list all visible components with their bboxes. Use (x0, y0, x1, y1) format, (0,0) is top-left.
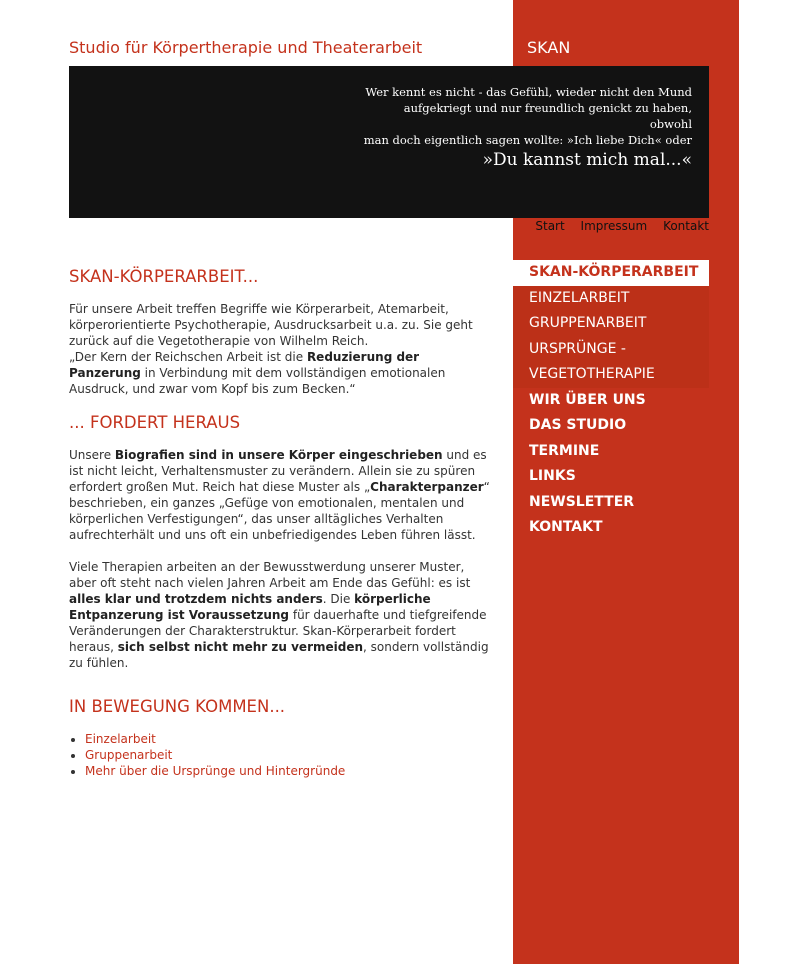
header-banner (69, 66, 709, 218)
sidenav-item-das-studio[interactable]: DAS STUDIO (529, 417, 627, 433)
paragraph-text: “ beschrieben, ein ganzes „Gefüge von emotionalen, mentalen und körperlichen Verfestigungen“, das unser alltägliches Verhalten aufrechterhält und uns oft ein unbefriedigendes Leben führen lässt. (69, 480, 490, 542)
intro-paragraph (69, 301, 494, 397)
emphasis-text: Charakterpanzer (370, 480, 484, 494)
topnav-start-link[interactable]: Start (535, 219, 565, 233)
paragraph-text: , sondern vollständig zu fühlen. (69, 640, 489, 670)
topnav-impressum-link[interactable]: Impressum (580, 219, 648, 233)
list-item (85, 747, 494, 763)
top-navigation (523, 219, 709, 233)
section-heading: SKAN-KÖRPERARBEIT... (69, 267, 259, 286)
emphasis-text: Biografien sind in unsere Körper eingeschrieben (114, 448, 443, 462)
emphasis-text: Reduzierung der Panzerung (69, 350, 420, 380)
challenge-paragraph (69, 447, 494, 543)
site-title: Studio für Körpertherapie und Theaterarbeit (69, 38, 423, 57)
therapy-paragraph (69, 559, 494, 671)
quote-line-large: »Du kannst mich mal...« (482, 150, 692, 170)
sidenav-item-vegetotherapie[interactable]: VEGETOTHERAPIE (513, 362, 709, 388)
sidenav-item-links[interactable]: LINKS (529, 468, 576, 484)
quote-line: aufgekriegt und nur freundlich genickt zu haben, obwohl (403, 101, 692, 131)
paragraph-text: und es ist nicht leicht, Verhaltensmuster zu verändern. Allein sie zu spüren erfordert großen Mut. Reich hat diese Muster als „ (69, 448, 487, 494)
quote-line: Wer kennt es nicht - das Gefühl, wieder nicht den Mund (365, 85, 692, 99)
emphasis-text: körperliche Entpanzerung ist Voraussetzung (69, 592, 431, 622)
paragraph-text: in Verbindung mit dem vollständigen emotionalen Ausdruck, und zwar vom Kopf bis zum Becken.“ (69, 366, 446, 396)
topnav-kontakt-link[interactable]: Kontakt (663, 219, 709, 233)
paragraph-text: „Der Kern der Reichschen Arbeit ist die (69, 350, 307, 364)
sidenav-item-termine[interactable]: TERMINE (529, 442, 600, 459)
link-list (69, 731, 494, 779)
sidenav-item-einzelarbeit[interactable]: EINZELARBEIT (513, 286, 709, 312)
sidenav-item-kontakt[interactable]: KONTAKT (529, 519, 603, 535)
list-item (85, 763, 494, 779)
sidenav-item-wir-ueber-uns[interactable]: WIR ÜBER UNS (529, 391, 646, 408)
gruppenarbeit-link[interactable]: Gruppenarbeit (85, 748, 173, 762)
sidenav-item-newsletter[interactable]: NEWSLETTER (529, 493, 635, 510)
quote-line: man doch eigentlich sagen wollte: »Ich liebe Dich« oder (363, 133, 692, 147)
brand-logo-text[interactable]: SKAN (527, 38, 571, 57)
paragraph-text: Unsere (69, 448, 115, 462)
section-heading: IN BEWEGUNG KOMMEN... (69, 697, 286, 716)
einzelarbeit-link[interactable]: Einzelarbeit (85, 732, 156, 746)
sidenav-item-skan-koerperarbeit[interactable]: SKAN-KÖRPERARBEIT (513, 260, 709, 286)
paragraph-text: . Die (322, 592, 355, 606)
list-item (85, 731, 494, 747)
paragraph-text: für dauerhafte und tiefgreifende Veränderungen der Charakterstruktur. Skan-Körperarbeit fordert heraus, (69, 608, 487, 654)
section-heading: ... FORDERT HERAUS (69, 413, 241, 432)
paragraph-text: Viele Therapien arbeiten an der Bewusstwerdung unserer Muster, aber oft steht nach vielen Jahren Arbeit am Ende das Gefühl: es ist (69, 560, 471, 590)
side-navigation (513, 260, 709, 541)
sidenav-item-urspruenge[interactable]: URSPRÜNGE - (513, 337, 709, 363)
banner-quote (362, 84, 692, 172)
emphasis-text: sich selbst nicht mehr zu vermeiden (117, 640, 364, 654)
paragraph-text: Für unsere Arbeit treffen Begriffe wie Körperarbeit, Atemarbeit, körperorientierte Psychotherapie, Ausdrucksarbeit u.a. zu. Sie geht zurück auf die Vegetotherapie von Wilhelm Reich. (69, 302, 473, 348)
sidenav-item-gruppenarbeit[interactable]: GRUPPENARBEIT (513, 311, 709, 337)
hintergruende-link[interactable]: Mehr über die Ursprünge und Hintergründe (85, 764, 346, 778)
main-content (69, 267, 494, 779)
emphasis-text: alles klar und trotzdem nichts anders (69, 592, 323, 606)
